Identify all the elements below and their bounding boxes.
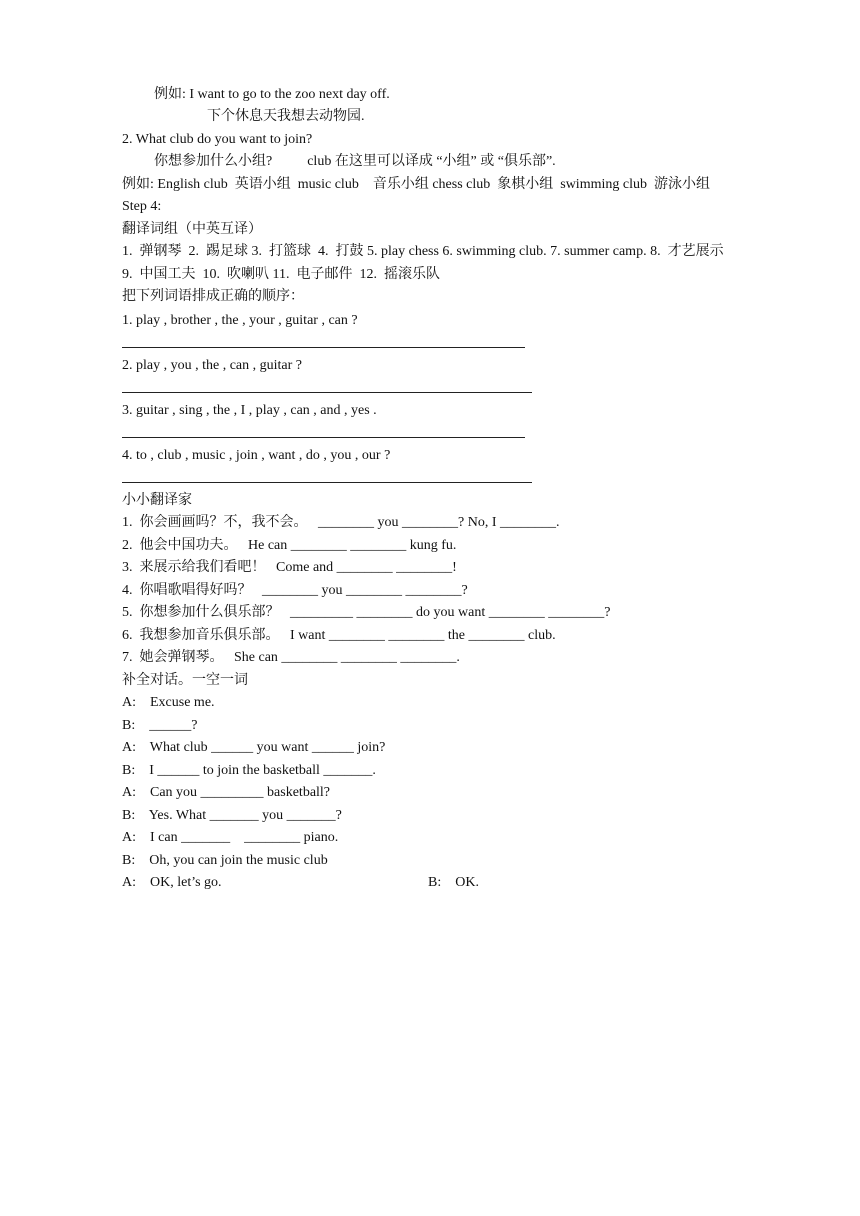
- dialogue-line-8: B: Oh, you can join the music club: [122, 853, 328, 868]
- dialogue-line-5: A: Can you _________ basketball?: [122, 785, 331, 800]
- phrases-line-1: 1. 弹钢琴 2. 踢足球 3. 打篮球 4. 打鼓 5. play chess 6. swimming club. 7. summer camp. 8. 才艺展示: [122, 244, 724, 259]
- dialogue-line-3: A: What club ______ you want ______ join?: [122, 740, 386, 755]
- dialogue-line-7: A: I can _______ ________ piano.: [122, 830, 339, 845]
- dialogue-line-1: A: Excuse me.: [122, 695, 215, 710]
- answer-line-2[interactable]: [122, 392, 532, 393]
- example-translation: 下个休息天我想去动物园.: [207, 109, 365, 124]
- translator-item-2: 2. 他会中国功夫。 He can ________ ________ kung fu.: [122, 538, 457, 553]
- dialogue-line-2: B: ______?: [122, 718, 198, 733]
- dialogue-title: 补全对话。一空一词: [122, 673, 248, 688]
- order-title: 把下列词语排成正确的顺序：: [122, 289, 304, 304]
- translator-item-1: 1. 你会画画吗？不，我不会。 ________ you ________? No, I ________.: [122, 515, 560, 530]
- dialogue-line-6: B: Yes. What _______ you _______?: [122, 808, 342, 823]
- club-examples: 例如: English club 英语小组 music club 音乐小组 chess club 象棋小组 swimming club 游泳小组: [122, 177, 710, 192]
- dialogue-line-9: A: OK, let’s go.: [122, 875, 222, 890]
- translator-title: 小小翻译家: [122, 493, 192, 508]
- question-2-translation: 你想参加什么小组? club 在这里可以译成 “小组” 或 “俱乐部”.: [154, 154, 556, 169]
- order-item-4: 4. to , club , music , join , want , do , you , our ?: [122, 448, 391, 463]
- answer-line-4[interactable]: [122, 482, 532, 483]
- dialogue-last-reply: B: OK.: [428, 875, 479, 890]
- step-heading: Step 4:: [122, 199, 162, 214]
- translator-item-3: 3. 来展示给我们看吧！ Come and ________ ________!: [122, 560, 457, 575]
- order-item-1: 1. play , brother , the , your , guitar , can ?: [122, 313, 358, 328]
- dialogue-line-4: B: I ______ to join the basketball _______.: [122, 763, 376, 778]
- order-item-2: 2. play , you , the , can , guitar ?: [122, 358, 303, 373]
- order-item-3: 3. guitar , sing , the , I , play , can , and , yes .: [122, 403, 377, 418]
- phrases-line-2: 9. 中国工夫 10. 吹喇叭 11. 电子邮件 12. 摇滚乐队: [122, 267, 440, 282]
- translator-item-7: 7. 她会弹钢琴。 She can ________ ________ ________.: [122, 650, 460, 665]
- translator-item-4: 4. 你唱歌唱得好吗？ ________ you ________ ________?: [122, 583, 468, 598]
- translator-item-5: 5. 你想参加什么俱乐部？ _________ ________ do you want ________ ________?: [122, 605, 611, 620]
- example-sentence: 例如: I want to go to the zoo next day off.: [154, 87, 390, 102]
- question-2: 2. What club do you want to join?: [122, 132, 313, 147]
- translate-title: 翻译词组（中英互译）: [122, 222, 262, 237]
- answer-line-3[interactable]: [122, 437, 525, 438]
- answer-line-1[interactable]: [122, 347, 525, 348]
- translator-item-6: 6. 我想参加音乐俱乐部。 I want ________ ________ the ________ club.: [122, 628, 556, 643]
